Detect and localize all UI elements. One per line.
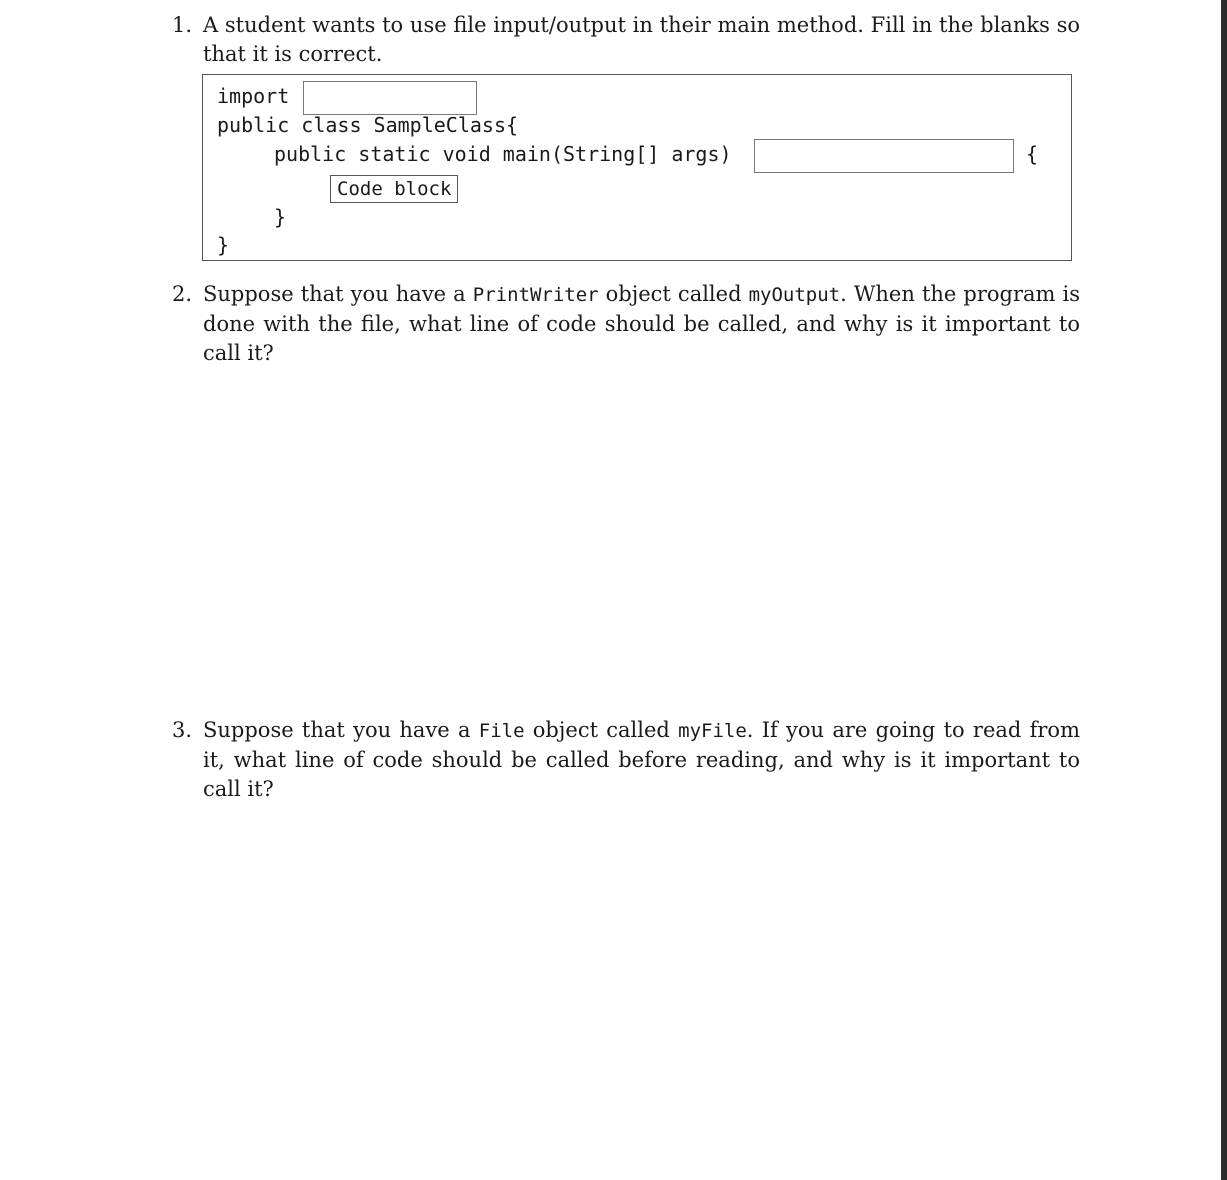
open-brace: { xyxy=(1026,142,1039,166)
question-text xyxy=(203,716,1080,804)
import-blank[interactable] xyxy=(303,81,477,115)
question-number: 2. xyxy=(172,282,193,306)
text-segment: object called xyxy=(524,718,679,742)
text-segment: . When the program is done with the file, what line of code should be called, and why is it important to call it? xyxy=(203,282,1080,365)
class-declaration: public class SampleClass{ xyxy=(217,113,519,137)
text-segment: object called xyxy=(598,282,749,306)
code-frame xyxy=(202,74,1072,261)
inline-code: myOutput xyxy=(748,284,841,306)
page-edge-bar xyxy=(1221,0,1227,1180)
main-signature: public static void main(String[] args) xyxy=(274,142,732,166)
question-number: 1. xyxy=(172,13,193,37)
question-text xyxy=(203,280,1080,368)
import-keyword: import xyxy=(217,84,290,108)
inline-code: PrintWriter xyxy=(472,284,599,306)
code-block-placeholder: Code block xyxy=(330,175,458,203)
method-close-brace: } xyxy=(274,205,287,229)
question-text: A student wants to use file input/output in their main method. Fill in the blanks so that it is correct. xyxy=(203,13,1080,66)
inline-code: File xyxy=(478,720,525,742)
class-close-brace: } xyxy=(217,233,230,257)
text-segment: Suppose that you have a xyxy=(203,282,473,306)
inline-code: myFile xyxy=(678,720,747,742)
question-number: 3. xyxy=(172,718,193,742)
text-segment: Suppose that you have a xyxy=(203,718,479,742)
text-segment: . If you are going to read from it, what line of code should be called before reading, and why is it important to call it? xyxy=(203,718,1080,801)
throws-blank[interactable] xyxy=(754,139,1014,173)
